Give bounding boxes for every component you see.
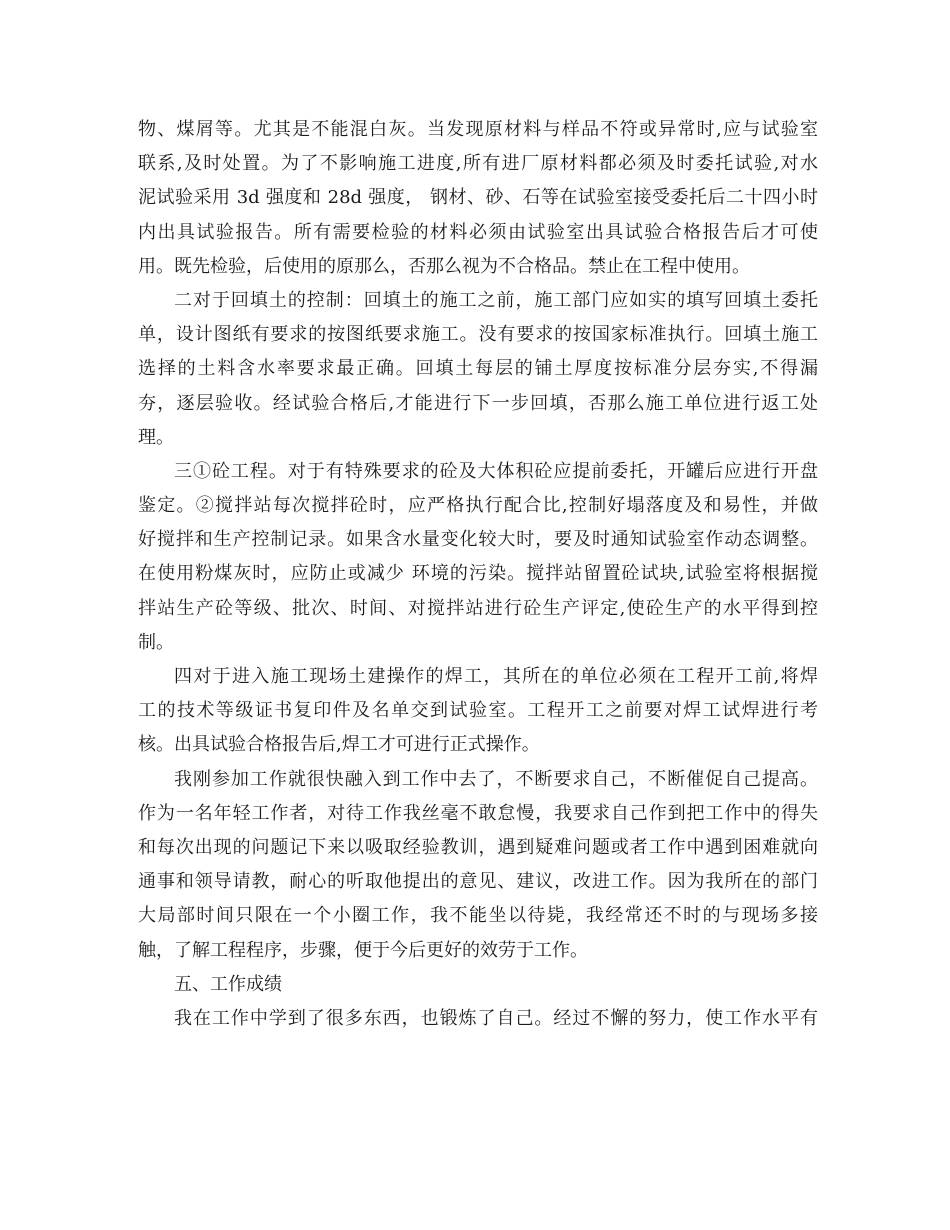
text-line: 触，了解工程程序，步骤，便于今后更好的效劳于工作。 [138,939,588,961]
text-line: 五、工作成绩 [174,973,282,995]
text-line: 单，设计图纸有要求的按图纸要求施工。没有要求的按国家标准执行。回填土施工 [138,324,818,346]
text-line: 好搅拌和生产控制记录。如果含水量变化较大时，要及时通知试验室作动态调整。 [138,529,818,551]
text-line: 拌站生产砼等级、批次、时间、对搅拌站进行砼生产评定,使砼生产的水平得到控 [138,597,818,619]
text-line: 核。出具试验合格报告后,焊工才可进行正式操作。 [138,734,540,756]
text-line: 理。 [138,426,174,448]
text-line: 用。既先检验，后使用的原那么，否那么视为不合格品。禁止在工程中使用。 [138,255,750,277]
text-line: 在使用粉煤灰时，应防止或减少 环境的污染。搅拌站留置砼试块,试验室将根据搅 [138,563,818,585]
text-line: 工的技术等级证书复印件及名单交到试验室。工程开工之前要对焊工试焊进行考 [138,700,818,722]
text-line: 内出具试验报告。所有需要检验的材料必须由试验室出具试验合格报告后才可使 [138,221,818,243]
text-line: 通事和领导请教，耐心的听取他提出的意见、建议，改进工作。因为我所在的部门 [138,871,818,893]
text-line: 大局部时间只限在一个小圈工作，我不能坐以待毙，我经常还不时的与现场多接 [138,905,818,927]
text-line: 联系,及时处置。为了不影响施工进度,所有进厂原材料都必须及时委托试验,对水 [138,153,818,175]
text-line: 泥试验采用 3d 强度和 28d 强度， 钢材、砂、石等在试验室接受委托后二十四小时 [138,187,818,209]
text-line: 我在工作中学到了很多东西，也锻炼了自己。经过不懈的努力，使工作水平有 [174,1007,818,1029]
text-line: 我刚参加工作就很快融入到工作中去了，不断要求自己，不断催促自己提高。 [174,768,818,790]
text-line: 选择的土料含水率要求最正确。回填土每层的铺土厚度按标准分层夯实,不得漏 [138,358,818,380]
body-text [138,113,818,1036]
text-line: 作为一名年轻工作者，对待工作我丝毫不敢怠慢，我要求自己作到把工作中的得失 [138,802,818,824]
text-line: 和每次出现的问题记下来以吸取经验教训，遇到疑难问题或者工作中遇到困难就向 [138,836,818,858]
text-line: 制。 [138,631,174,653]
text-line: 三①砼工程。对于有特殊要求的砼及大体积砼应提前委托，开罐后应进行开盘 [174,460,818,482]
text-line: 四对于进入施工现场土建操作的焊工，其所在的单位必须在工程开工前,将焊 [174,666,818,687]
text-line: 二对于回填土的控制：回填土的施工之前，施工部门应如实的填写回填土委托 [174,289,818,311]
text-line: 鉴定。②搅拌站每次搅拌砼时，应严格执行配合比,控制好塌落度及和易性，并做 [138,495,818,517]
text-line: 夯，逐层验收。经试验合格后,才能进行下一步回填，否那么施工单位进行返工处 [138,392,818,414]
text-line: 物、煤屑等。尤其是不能混白灰。当发现原材料与样品不符或异常时,应与试验室 [138,119,818,140]
